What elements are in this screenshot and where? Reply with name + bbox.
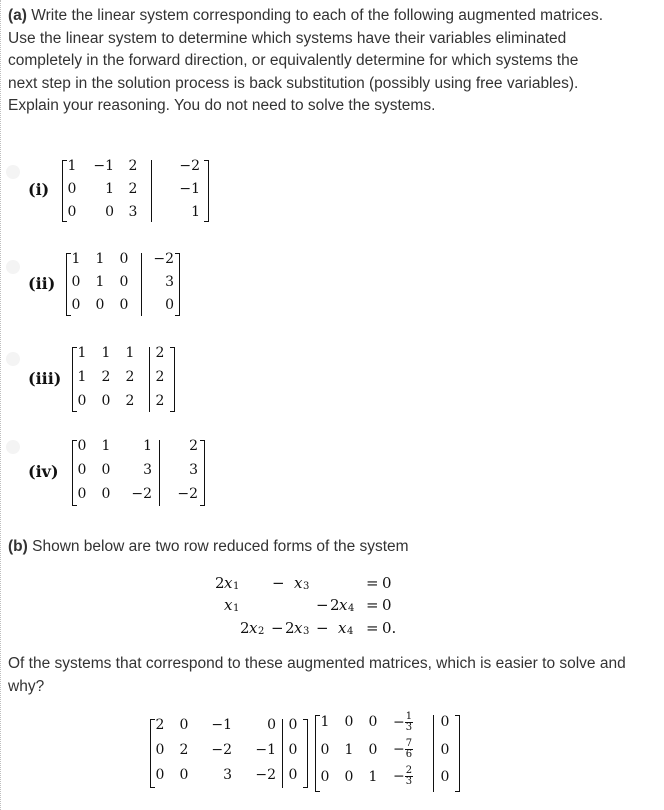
cell: 0	[179, 717, 189, 733]
cell: 1	[320, 714, 330, 730]
subscript: 3	[303, 581, 310, 592]
variable: x	[339, 596, 348, 614]
cell: 1	[105, 181, 114, 197]
cell: 0	[67, 181, 77, 197]
cell: 1	[143, 438, 152, 454]
cell: 0	[67, 204, 77, 220]
equals: =	[366, 619, 379, 637]
fraction-sign: −	[393, 714, 405, 731]
cell: 0	[77, 393, 87, 409]
operator: −	[272, 574, 285, 592]
part-b-question: Of the systems that correspond to these augmented matrices, which is easier to solve and why?	[8, 655, 626, 695]
augment-bar	[282, 719, 283, 788]
subscript: 3	[303, 626, 310, 637]
cell: 2	[125, 393, 135, 409]
cell: 0	[288, 742, 298, 758]
cell: 0	[440, 769, 450, 785]
cell: 1	[191, 204, 200, 220]
fraction	[405, 766, 413, 787]
operator: −	[316, 619, 329, 637]
equals: =	[366, 596, 379, 614]
fraction	[405, 712, 413, 733]
right-bracket	[175, 253, 180, 316]
cell: 2	[101, 369, 111, 385]
right-bracket	[204, 160, 209, 222]
cell: 0	[440, 742, 450, 758]
cell: 0	[101, 486, 111, 502]
cell: 0	[71, 274, 81, 290]
part-b-label: (b)	[8, 538, 28, 555]
augment-bar	[141, 253, 142, 316]
operator: −	[271, 619, 284, 637]
cell: 0	[95, 297, 105, 313]
cell: 2	[155, 393, 165, 409]
cell: 0	[344, 769, 354, 785]
fraction-sign: −	[393, 768, 405, 785]
variable: x	[294, 619, 303, 637]
cell: 0	[368, 742, 378, 758]
cell: 1	[77, 345, 87, 361]
part-a-text: Write the linear system corresponding to each of the following augmented matrices. Use the linear system to determine which systems have their variables eliminated completely in the forward direction, or equivalently determine for which systems the next step in the solution process is back substitution (possibly using free variables). Explain your reasoning. You do not need to solve the systems.	[8, 7, 604, 114]
matrix-label: (iii)	[28, 369, 62, 388]
augment-bar	[433, 715, 434, 792]
fraction-entry	[393, 766, 413, 787]
cell: 0	[119, 251, 129, 267]
subscript: 4	[348, 603, 355, 614]
fraction-entry	[393, 739, 413, 760]
cell: 1	[95, 274, 105, 290]
cell: 0	[288, 767, 298, 783]
cell: 3	[165, 274, 174, 290]
cell: 0	[101, 393, 111, 409]
cell: −2	[179, 158, 200, 174]
cell: −2	[211, 742, 232, 758]
cell: 0	[105, 204, 114, 220]
part-a-paragraph	[8, 5, 608, 118]
matrix-label: (iv)	[28, 462, 59, 481]
cell: −1	[255, 742, 276, 758]
cell: −2	[255, 767, 276, 783]
part-b-paragraph	[8, 536, 628, 559]
cell: 0	[155, 742, 165, 758]
cell: −1	[211, 717, 232, 733]
cell: −1	[93, 158, 114, 174]
cell: 2	[179, 742, 189, 758]
denominator: 3	[405, 722, 413, 733]
cell: 2	[189, 438, 198, 454]
cell: 3	[128, 204, 138, 220]
cell: 3	[189, 462, 198, 478]
cell: −1	[179, 181, 200, 197]
cell: 0	[101, 462, 111, 478]
fraction-sign: −	[393, 741, 405, 758]
augment-bar	[149, 347, 150, 412]
cell: 1	[67, 158, 77, 174]
subscript: 1	[233, 581, 240, 592]
cell: 0	[320, 769, 330, 785]
cell: 1	[125, 345, 135, 361]
cell: 0	[288, 717, 298, 733]
cell: 1	[95, 251, 105, 267]
numerator: 7	[405, 738, 413, 749]
cell: 0	[344, 714, 354, 730]
cell: 0	[119, 297, 129, 313]
cell: 0	[179, 767, 189, 783]
matrix-label: (i)	[28, 180, 50, 199]
subscript: 4	[347, 626, 354, 637]
numerator: 2	[405, 765, 413, 776]
rhs: 0.	[382, 619, 397, 637]
cell: −2	[131, 486, 152, 502]
rhs: 0	[382, 574, 392, 592]
augment-bar	[159, 440, 160, 506]
right-bracket	[303, 719, 308, 788]
cell: −2	[153, 251, 174, 267]
cell: 3	[223, 767, 232, 783]
numerator: 1	[405, 711, 413, 722]
variable: x	[224, 596, 233, 614]
cell: 2	[155, 717, 165, 733]
subscript: 1	[233, 603, 240, 614]
rhs: 0	[382, 596, 392, 614]
cell: 2	[155, 369, 165, 385]
fraction	[405, 739, 413, 760]
cell: 3	[143, 462, 152, 478]
cell: 0	[368, 714, 378, 730]
cell: 0	[77, 462, 87, 478]
watermark-dot	[6, 440, 20, 454]
variable: x	[294, 574, 303, 592]
cell: 0	[267, 717, 276, 733]
augment-bar	[151, 160, 152, 222]
cell: 0	[77, 438, 87, 454]
coefficient: 2	[330, 596, 340, 614]
cell: 2	[128, 181, 138, 197]
cell: 1	[77, 369, 87, 385]
matrix-label: (ii)	[28, 274, 56, 293]
cell: 0	[71, 297, 81, 313]
cell: 1	[368, 769, 378, 785]
cell: 0	[119, 274, 129, 290]
cell: 1	[71, 251, 81, 267]
variable: x	[224, 574, 233, 592]
cell: 2	[155, 345, 165, 361]
cell: 0	[155, 767, 165, 783]
variable: x	[249, 619, 258, 637]
watermark-dot	[6, 352, 20, 366]
part-b-text: Shown below are two row reduced forms of the system	[32, 538, 409, 555]
watermark-dot	[6, 260, 20, 274]
fraction-entry	[393, 712, 413, 733]
denominator: 3	[405, 776, 413, 787]
variable: x	[338, 619, 347, 637]
part-a-label: (a)	[8, 7, 27, 24]
right-bracket	[455, 715, 460, 792]
right-bracket	[170, 347, 175, 412]
cell: 0	[165, 297, 174, 313]
coefficient: 2	[285, 619, 295, 637]
cell: 2	[128, 158, 138, 174]
cell: −2	[177, 486, 198, 502]
equals: =	[366, 574, 379, 592]
coefficient: 2	[215, 574, 225, 592]
cell: 0	[77, 486, 87, 502]
cell: 1	[344, 742, 354, 758]
cell: 1	[101, 438, 111, 454]
subscript: 2	[258, 626, 265, 637]
watermark-dot	[6, 165, 20, 179]
right-bracket	[200, 440, 205, 506]
denominator: 6	[405, 749, 413, 760]
coefficient: 2	[240, 619, 250, 637]
cell: 1	[101, 345, 111, 361]
operator: −	[316, 596, 329, 614]
cell: 0	[440, 714, 450, 730]
cell: 2	[125, 369, 135, 385]
cell: 0	[320, 742, 330, 758]
